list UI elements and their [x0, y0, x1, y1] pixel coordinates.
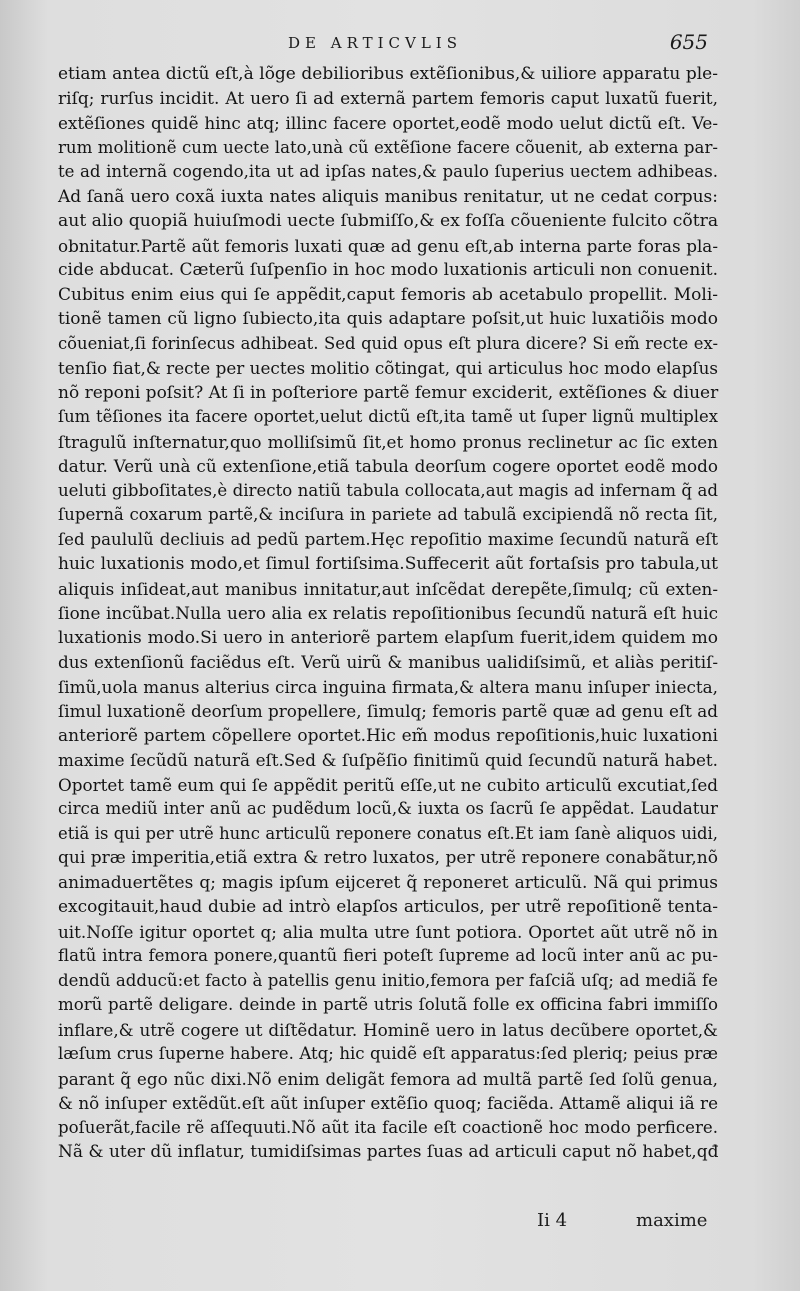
- text-line: extẽſiones quidẽ hinc atq; illinc facere oportet,eodẽ modo uelut dictũ eſt. Ve-: [58, 113, 718, 133]
- text-line: ſum tẽſiones ita facere oportet,uelut dictũ eſt,ita tamẽ ut ſuper lignũ multiplex: [58, 407, 718, 426]
- text-line: riſq; rurſus incidit. At uero ſi ad externã partem femoris caput luxatũ fuerit,: [58, 88, 718, 109]
- text-line: [58, 1165, 718, 1190]
- text-line: datur. Verũ unà cũ extenſione,etiã tabula deorſum cogere oportet eodẽ modo: [58, 456, 718, 476]
- text-line: Oportet tamẽ eum qui ſe appẽdit peritũ eſſe,ut ne cubito articulũ excutiat,ſed: [58, 774, 718, 795]
- text-line: cõueniat,ſi forinſecus adhibeat. Sed quid opus eſt plura dicere? Si em̃ recte ex-: [58, 333, 718, 353]
- text-line: inflare,& utrẽ cogere ut diſtẽdatur. Hominẽ uero in latus decũbere oportet,&: [58, 1019, 718, 1040]
- text-line: dendũ adducũ:et facto à patellis genu initio,femora per faſciã uſq; ad mediã fe: [58, 970, 718, 990]
- text-line: maxime ſecũdũ naturã eſt.Sed & ſuſpẽſio finitimũ quid ſecundũ naturã habet.: [58, 750, 718, 770]
- text-line: tenſio fiat,& recte per uectes molitio cõtingat, qui articulus hoc modo elapſus: [58, 358, 718, 378]
- text-line: Cubitus enim eius qui ſe appẽdit,caput femoris ab acetabulo propellit. Moli-: [58, 284, 718, 305]
- catchword: maxime: [636, 1210, 708, 1231]
- text-line: obnitatur.Partẽ aũt femoris luxati quæ ad genu eſt,ab interna parte foras pla-: [58, 235, 718, 256]
- text-line: ſione incũbat.Nulla uero alia ex relatis repoſitionibus ſecundũ naturã eſt huic: [58, 603, 718, 623]
- text-line: ſupernã coxarum partẽ,& inciſura in pariete ad tabulã excipiendã nõ recta ſit,: [58, 505, 718, 524]
- text-line: circa mediũ inter anũ ac pudẽdum locũ,& iuxta os ſacrũ ſe appẽdat. Laudatur: [58, 799, 718, 818]
- text-line: poſuerãt,facile rẽ aſſequuti.Nõ aũt ita facile eſt coactionẽ hoc modo perficere.: [58, 1117, 718, 1137]
- page-header: [0, 30, 800, 60]
- text-line: tionẽ tamen cũ ligno ſubiecto,ita quis adaptare poſsit,ut huic luxatiõis modo: [58, 309, 718, 329]
- text-line: ſed paululũ decliuis ad pedũ partem.Hęc repoſitio maxime ſecundũ naturã eſt: [58, 529, 718, 549]
- text-line: Ad ſanã uero coxã iuxta nates aliquis manibus renitatur, ut ne cedat corpus:: [58, 186, 718, 207]
- text-line: qui præ imperitia,etiã extra & retro luxatos, per utrẽ reponere conabãtur,nõ: [58, 848, 718, 868]
- text-line: huic luxationis modo,et ſimul fortiſsima.Suffecerit aũt fortaſsis pro tabula,ut: [58, 554, 718, 574]
- text-line: animaduertẽtes q; magis ipſum eijceret q̃ reponeret articulũ. Nã qui primus: [58, 872, 718, 893]
- text-line: ſimul luxationẽ deorſum propellere, ſimulq; femoris partẽ quæ ad genu eſt ad: [58, 701, 718, 721]
- text-line: excogitauit,haud dubie ad intrò elapſos articulos, per utrẽ repoſitionẽ tenta-: [58, 897, 718, 917]
- text-line: cide abducat. Cæterũ ſuſpenſio in hoc modo luxationis articuli non conuenit.: [58, 260, 718, 280]
- body-text: [58, 62, 718, 1189]
- text-line: etiã is qui per utrẽ hunc articulũ reponere conatus eſt.Et iam ſanè aliquos uidi,: [58, 823, 718, 843]
- text-line: aut alio quopiã huiuſmodi uecte ſubmiſſo,& ex foſſa cõueniente fulcito cõtra: [58, 211, 719, 231]
- text-line: uit.Noſſe igitur oportet q; alia multa utre ſunt potiora. Oportet aũt utrẽ nõ in: [58, 921, 718, 942]
- text-line: Nã & uter dũ inflatur, tumidiſsimas partes ſuas ad articuli caput nõ habet,qđ: [58, 1142, 719, 1162]
- text-line: luxationis modo.Si uero in anteriorẽ partem elapſum fuerit,idem quidem mo: [58, 627, 718, 648]
- running-head: DE ARTICVLIS: [288, 34, 463, 52]
- text-line: nõ reponi poſsit? At ſi in poſteriore partẽ femur exciderit, extẽſiones & diuer: [58, 382, 719, 403]
- signature-mark: Ii 4: [537, 1210, 568, 1231]
- text-line: parant q̃ ego nũc dixi.Nõ enim deligãt femora ad multã partẽ ſed ſolũ genua,: [58, 1068, 718, 1089]
- text-line: & nõ inſuper extẽdũt.eſt aũt inſuper extẽſio quoq; faciẽda. Attamẽ aliqui iã re: [58, 1093, 718, 1113]
- text-line: flatũ intra femora ponere,quantũ fieri poteſt ſupreme ad locũ inter anũ ac pu-: [58, 946, 718, 965]
- text-line: etiam antea dictũ eſt,à lõge debilioribus extẽſionibus,& uiliore apparatu ple-: [58, 64, 718, 84]
- text-line: ſimũ,uola manus alterius circa inguina firmata,& altera manu inſuper iniecta,: [58, 676, 718, 697]
- text-line: ueluti gibboſitates,è directo natiũ tabula collocata,aut magis ad infernam q̃ ad: [58, 480, 718, 500]
- page-number: 655: [669, 30, 708, 54]
- text-line: læſum crus ſuperne habere. Atq; hic quidẽ eſt apparatus:ſed pleriq; peius præ: [58, 1044, 718, 1063]
- text-line: ſtragulũ inſternatur,quo molliſsimũ ſit,et homo pronus reclinetur ac ſic exten: [58, 431, 718, 452]
- text-line: aliquis inſideat,aut manibus innitatur,aut inſcẽdat derepẽte,ſimulq; cũ exten-: [58, 578, 718, 599]
- text-line: dus extenſionũ faciẽdus eſt. Verũ uirũ & manibus ualidiſsimũ, et aliàs peritiſ-: [58, 652, 718, 672]
- text-line: te ad internã cogendo,ita ut ad ipſas nates,& paulo ſuperius uectem adhibeas.: [58, 162, 718, 181]
- text-line: morũ partẽ deligare. deinde in partẽ utris ſolutã folle ex officina fabri immiſſo: [58, 995, 718, 1014]
- text-line: anteriorẽ partem cõpellere oportet.Hic em̃ modus repoſitionis,huic luxationi: [58, 725, 718, 746]
- text-line: rum molitionẽ cum uecte lato,unà cũ extẽſione facere cõuenit, ab externa par-: [58, 137, 718, 157]
- page-footer: [0, 1210, 800, 1240]
